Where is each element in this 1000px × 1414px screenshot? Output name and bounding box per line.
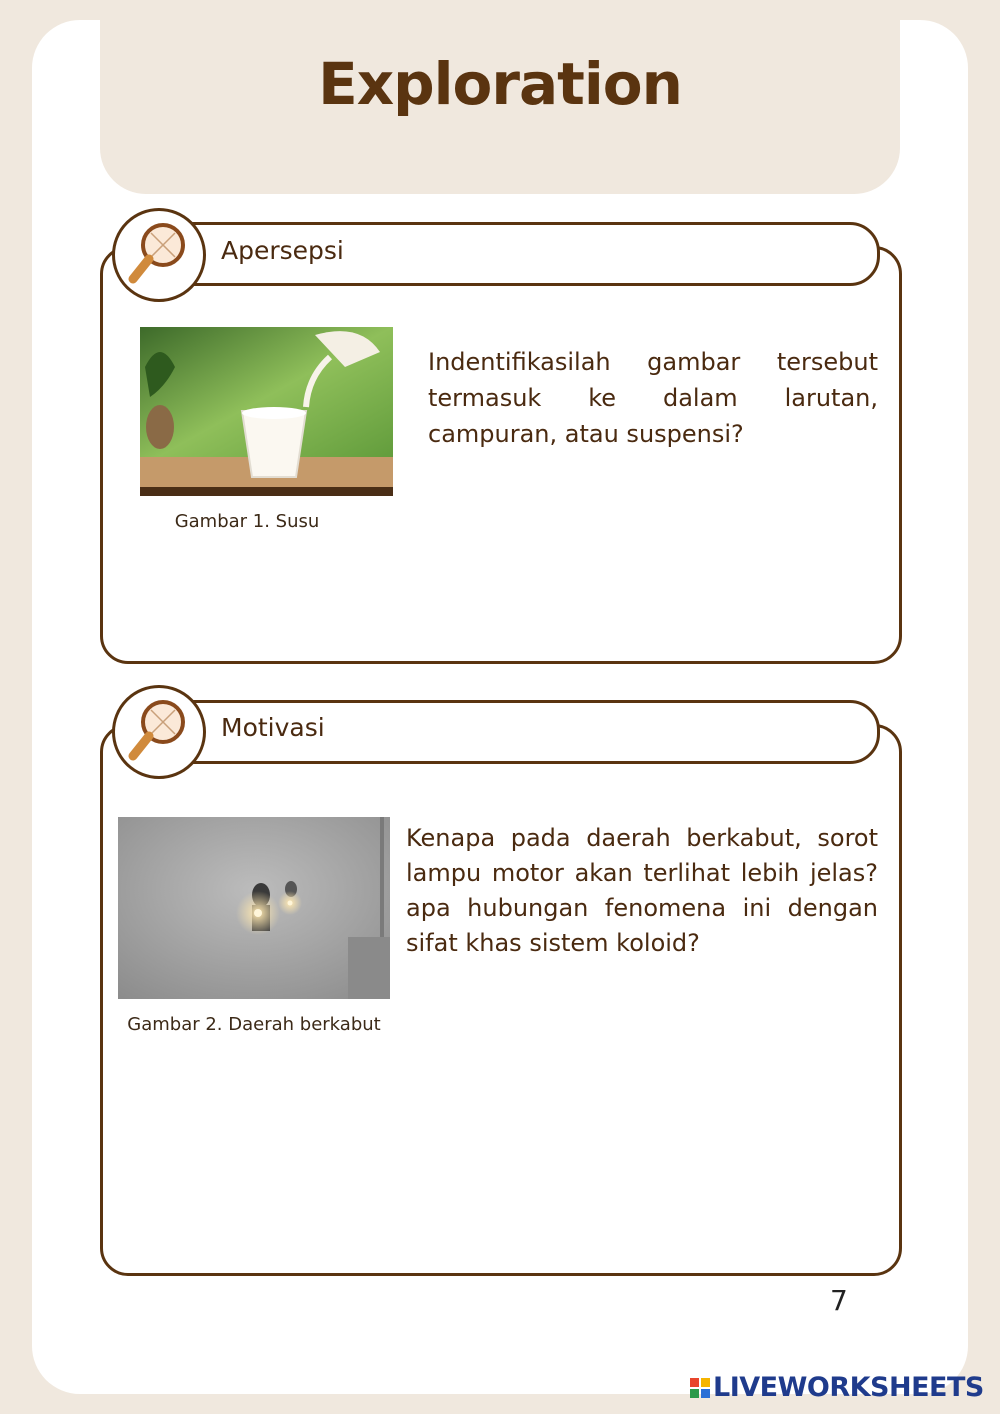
fog-photo xyxy=(118,817,390,999)
apersepsi-heading: Apersepsi xyxy=(221,236,344,265)
milk-photo xyxy=(140,327,393,496)
figure-1-caption: Gambar 1. Susu xyxy=(174,511,320,532)
liveworksheets-logo[interactable] xyxy=(690,1372,984,1403)
magnifier-icon xyxy=(112,208,206,302)
motivasi-question: Kenapa pada daerah berkabut, sorot lampu motor akan terlihat lebih jelas? apa hubungan fenomena ini dengan sifat khas sistem koloid? xyxy=(406,824,878,957)
motivasi-section xyxy=(100,724,902,1276)
motivasi-heading: Motivasi xyxy=(221,713,325,742)
apersepsi-question: Indentifikasilah gambar tersebut termasuk ke dalam larutan, campuran, atau suspensi? xyxy=(428,348,878,448)
page-number: 7 xyxy=(830,1284,848,1317)
figure-2-caption: Gambar 2. Daerah berkabut xyxy=(127,1014,381,1035)
brand-name: LIVEWORKSHEETS xyxy=(713,1372,984,1403)
page-title: Exploration xyxy=(318,50,682,118)
brand-blocks-icon xyxy=(690,1378,710,1398)
magnifier-icon xyxy=(112,685,206,779)
